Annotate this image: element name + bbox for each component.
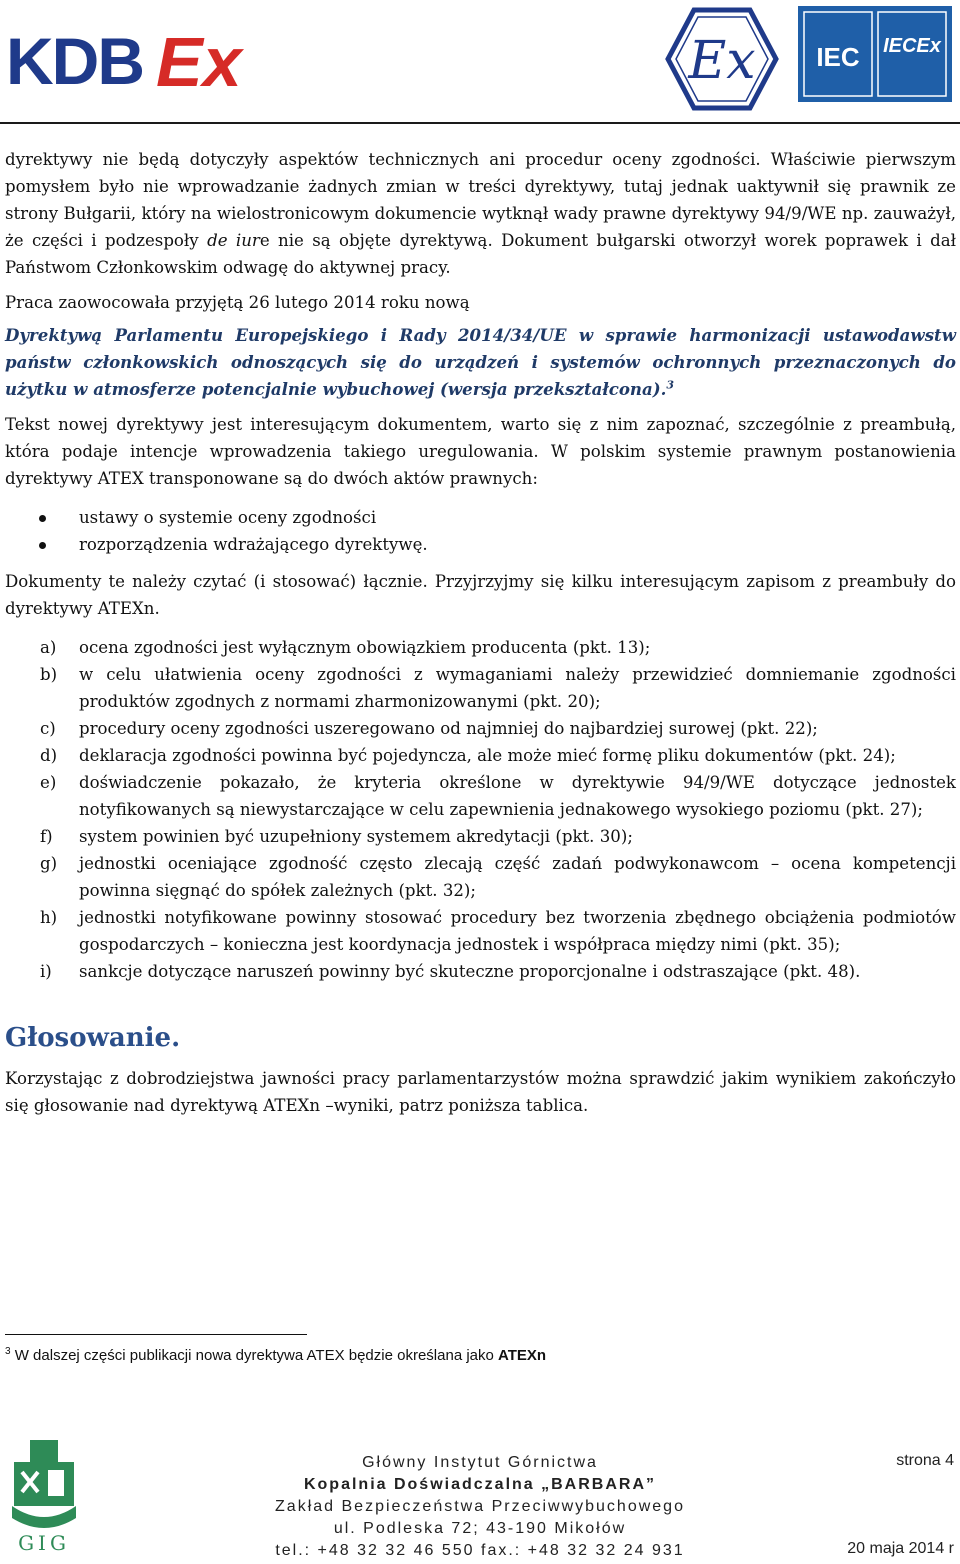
kdbex-logo	[6, 26, 268, 96]
list-item	[5, 504, 956, 531]
iec-label: IEC	[816, 42, 860, 72]
list-marker: h)	[40, 908, 58, 927]
list-marker: i)	[40, 962, 52, 981]
list-item	[5, 715, 956, 742]
street-address: ul. Podleska 72; 43-190 Mikołów	[333, 1520, 627, 1537]
directive-title-text: Dyrektywą Parlamentu Europejskiego i Rady 2014/34/UE w sprawie harmonizacji ustawodawstw państw członkowskich odnoszących się do urządzeń i systemów ochronnych przeznaczonych do użytku w atmosferze potencjalnie wybuchowej (wersja przekształcona).	[5, 325, 956, 399]
iecex-label: IECEx	[883, 35, 941, 57]
directive-title	[5, 322, 956, 403]
paragraph-intro-text: dyrektywy nie będą dotyczyły aspektów technicznych ani procedur oceny zgodności. Właściwie pierwszym pomysłem było nie wprowadzanie żadnych zmian w treści dyrektywy, tutaj jednak uaktywnił się prawnik ze strony Bułgarii, który na wielostronicowym dokumencie wytknął wady prawne dyrektywy 94/9/WE np. zauważył, że części i podzespoły	[5, 150, 956, 250]
list-marker: f)	[40, 827, 53, 846]
preamble-points-list	[5, 634, 956, 985]
kdbex-logo-kdb: KDB	[6, 26, 143, 96]
header-divider	[0, 122, 960, 124]
paragraph-new-directive: Tekst nowej dyrektywy jest interesującym dokumentem, warto się z nim zapoznać, szczególnie z preambułą, która podaje intencje wprowadzenia takiego uregulowania. W polskim systemie prawnym postanowienia dyrektywy ATEX transponowane są do dwóch aktów prawnych:	[5, 415, 956, 488]
bullet-icon	[39, 515, 46, 522]
ex-symbol: Ex	[688, 31, 756, 91]
ex-hexagon-icon	[664, 6, 780, 112]
page-header	[0, 0, 960, 120]
legal-acts-list	[5, 504, 956, 558]
list-item	[5, 661, 956, 715]
paragraph-preamble: Dokumenty te należy czytać (i stosować) łącznie. Przyjrzyjmy się kilku interesującym zapisom z preambuły do dyrektywy ATEXn.	[5, 572, 956, 618]
list-item	[5, 850, 956, 904]
paragraph-intro	[5, 146, 956, 281]
footnote-term: ATEXn	[498, 1347, 547, 1364]
iec-iecex-logo	[798, 6, 952, 102]
list-item-text: ocena zgodności jest wyłącznym obowiązkiem producenta (pkt. 13);	[79, 638, 651, 657]
paragraph-adoption: Praca zaowocowała przyjętą 26 lutego 2014 roku nową	[5, 293, 470, 312]
contact-phone-fax: tel.: +48 32 32 46 550 fax.: +48 32 32 24 931	[275, 1542, 685, 1559]
list-marker: e)	[40, 773, 57, 792]
list-item	[5, 904, 956, 958]
list-item	[5, 634, 956, 661]
list-item-text: sankcje dotyczące naruszeń powinny być skuteczne proporcjonalne i odstraszające (pkt. 48).	[79, 962, 861, 981]
footnote	[5, 1346, 546, 1364]
mine-name: Kopalnia Doświadczalna „BARBARA”	[303, 1476, 657, 1493]
footnote-text: W dalszej części publikacji nowa dyrektywa ATEX będzie określana jako	[14, 1347, 499, 1364]
list-item-text: deklaracja zgodności powinna być pojedyncza, ale może mieć formę pliku dokumentów (pkt. 24);	[79, 746, 896, 765]
list-item-text: w celu ułatwienia oceny zgodności z wymaganiami należy przewidzieć domniemanie zgodności produktów zgodnych z normami zharmonizowanymi (pkt. 20);	[79, 665, 956, 711]
bullet-icon	[39, 542, 46, 549]
page-footer	[0, 1428, 960, 1564]
latin-phrase: de iur	[207, 231, 260, 250]
list-item-text: ustawy o systemie oceny zgodności	[79, 508, 377, 527]
footnote-divider	[5, 1334, 307, 1335]
footnote-number: 3	[5, 1346, 11, 1357]
list-marker: c)	[40, 719, 56, 738]
list-item-text: rozporządzenia wdrażającego dyrektywę.	[79, 535, 428, 554]
list-item-text: jednostki oceniające zgodność często zlecają część zadań podwykonawcom – ocena kompetencji powinna sięgnąć do spółek zależnych (pkt. 32);	[79, 854, 956, 900]
document-date: 20 maja 2014 r	[847, 1540, 954, 1557]
list-marker: b)	[40, 665, 58, 684]
footnote-reference[interactable]: 3	[666, 378, 675, 392]
list-item	[5, 531, 956, 558]
article-body	[5, 146, 956, 1119]
list-item	[5, 742, 956, 769]
list-marker: a)	[40, 638, 57, 657]
page-number: strona 4	[896, 1452, 954, 1469]
institution-address	[240, 1452, 720, 1562]
list-item	[5, 958, 956, 985]
list-item-text: jednostki notyfikowane powinny stosować procedury bez tworzenia zbędnego obciążenia podmiotów gospodarczych – konieczna jest koordynacja jednostek i współpraca między nimi (pkt. 35);	[79, 908, 956, 954]
list-item	[5, 823, 956, 850]
gig-logo	[8, 1438, 80, 1556]
department-name: Zakład Bezpieczeństwa Przeciwwybuchowego	[275, 1498, 685, 1515]
institution-name: Główny Instytut Górnictwa	[362, 1454, 598, 1471]
gig-logo-text: GIG	[18, 1531, 70, 1555]
list-marker: d)	[40, 746, 58, 765]
section-heading-voting: Głosowanie.	[5, 1023, 181, 1053]
list-item-text: procedury oceny zgodności uszeregowano od najmniej do najbardziej surowej (pkt. 22);	[79, 719, 818, 738]
list-item-text: system powinien być uzupełniony systemem akredytacji (pkt. 30);	[79, 827, 633, 846]
list-item	[5, 769, 956, 823]
list-marker: g)	[40, 854, 58, 873]
list-item-text: doświadczenie pokazało, że kryteria określone w dyrektywie 94/9/WE dotyczące jednostek notyfikowanych są niewystarczające w celu zapewnienia jednakowego wysokiego poziomu (pkt. 27);	[79, 773, 956, 819]
kdbex-logo-ex: Ex	[156, 26, 242, 96]
paragraph-intro-tail: e nie są objęte dyrektywą. Dokument bułgarski otworzył worek poprawek i dał Państwom Członkowskim odwagę do aktywnej pracy.	[5, 231, 957, 277]
paragraph-voting: Korzystając z dobrodziejstwa jawności pracy parlamentarzystów można sprawdzić jakim wynikiem zakończyło się głosowanie nad dyrektywą ATEXn –wyniki, patrz poniższa tablica.	[5, 1069, 956, 1115]
